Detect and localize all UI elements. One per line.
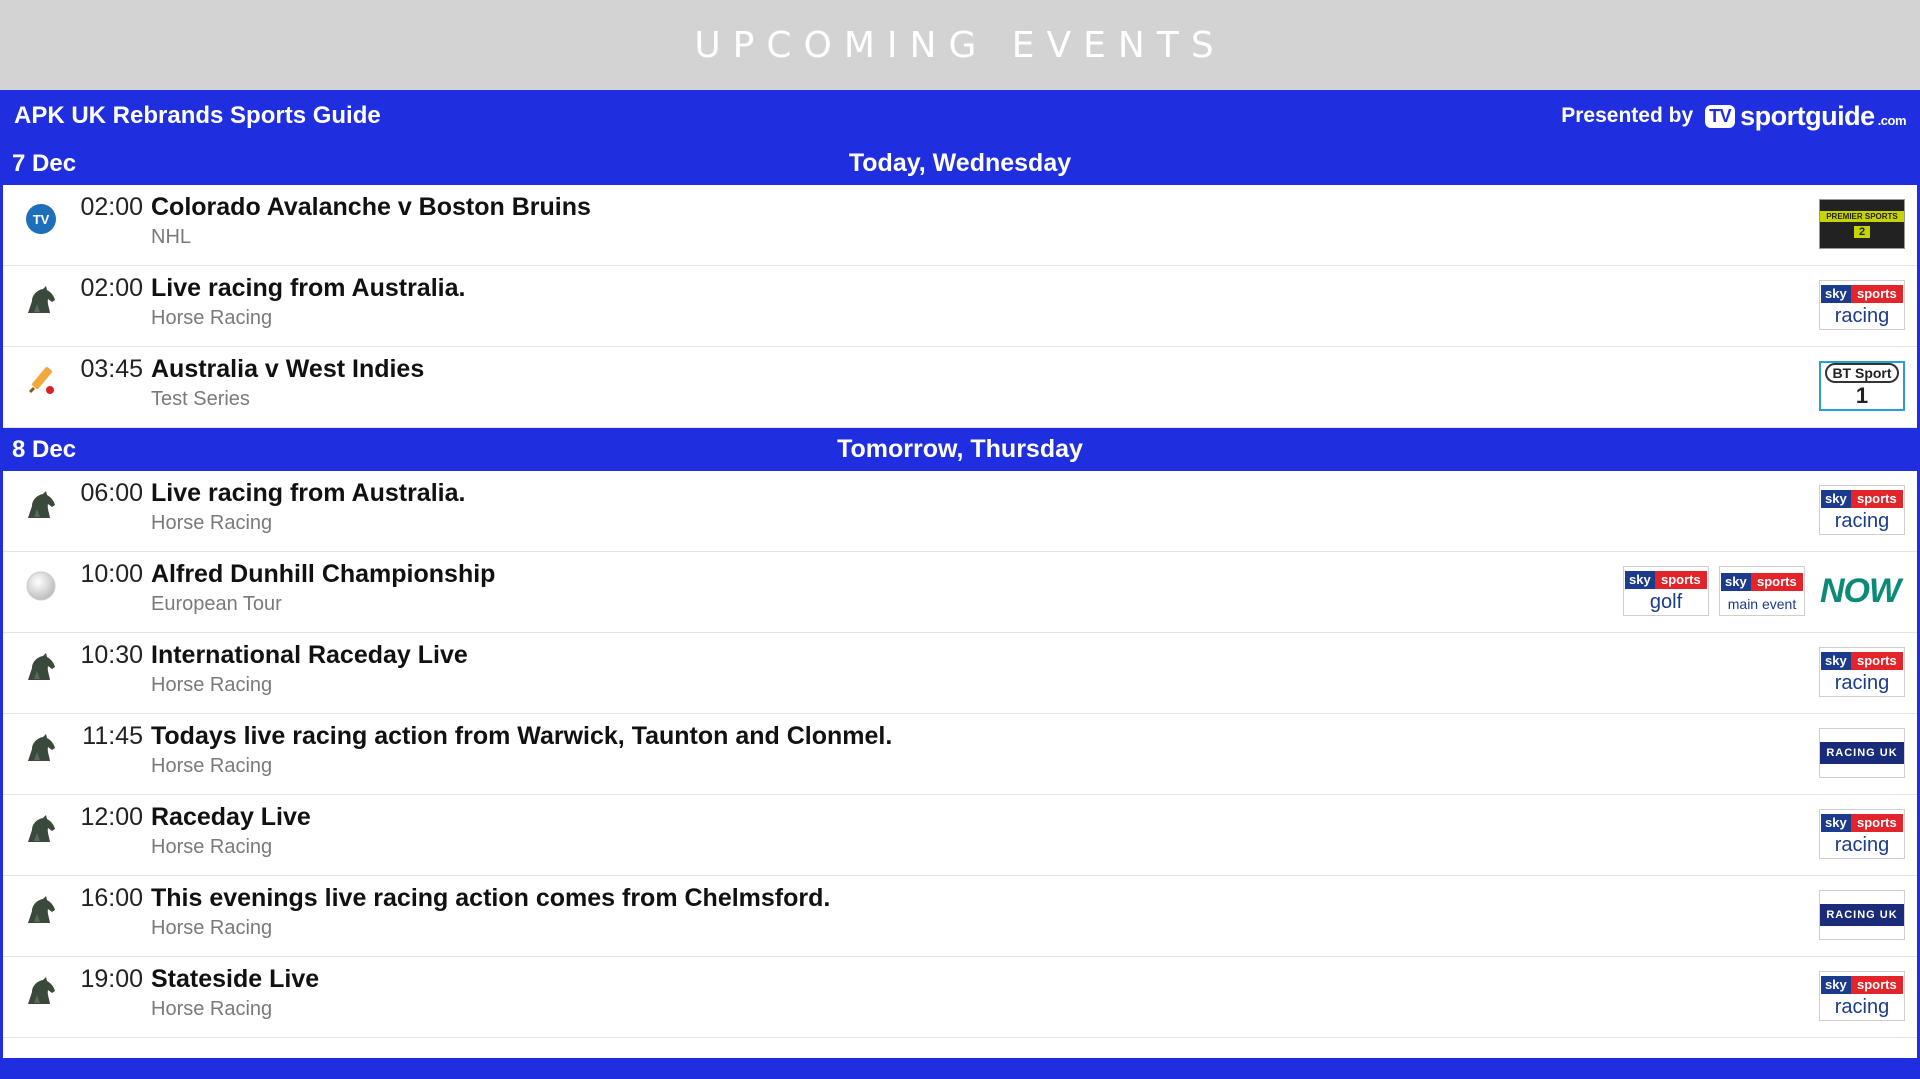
event-row[interactable] xyxy=(3,552,1917,633)
channel-subname: main event xyxy=(1727,595,1797,612)
channel-logos xyxy=(1819,361,1905,411)
sky-wordmark: sky xyxy=(1721,573,1751,591)
tvsportguide-logo[interactable] xyxy=(1705,101,1906,132)
event-title: Australia v West Indies xyxy=(151,355,425,383)
event-title: This evenings live racing action comes from Chelmsford. xyxy=(151,884,831,912)
channel-subname: racing xyxy=(1834,671,1890,694)
event-subtitle: Horse Racing xyxy=(151,674,273,696)
sky-wordmark: sky xyxy=(1821,976,1851,994)
sky-wordmark: sky xyxy=(1821,814,1851,832)
event-row[interactable] xyxy=(3,347,1917,428)
event-time: 02:00 xyxy=(80,274,143,302)
event-title: Live racing from Australia. xyxy=(151,479,466,507)
day-date: 7 Dec xyxy=(12,149,77,177)
event-subtitle: Horse Racing xyxy=(151,307,273,329)
event-title: International Raceday Live xyxy=(151,641,468,669)
event-title: Live racing from Australia. xyxy=(151,274,466,302)
event-row[interactable] xyxy=(3,957,1917,1038)
cricket-icon xyxy=(23,363,59,399)
sky-sports-golf-logo[interactable] xyxy=(1623,566,1709,616)
event-time: 16:00 xyxy=(80,884,143,912)
sports-wordmark: sports xyxy=(1851,814,1903,832)
golf-ball-icon xyxy=(23,568,59,604)
horse-icon xyxy=(23,892,59,928)
sky-wordmark: sky xyxy=(1821,652,1851,670)
channel-logos xyxy=(1819,199,1905,249)
event-subtitle: Horse Racing xyxy=(151,512,273,534)
event-row[interactable] xyxy=(3,876,1917,957)
event-subtitle: Horse Racing xyxy=(151,836,273,858)
event-info xyxy=(151,884,830,940)
guide-header xyxy=(0,90,1920,142)
sky-sports-racing-logo[interactable] xyxy=(1819,280,1905,330)
sky-sports-racing-logo[interactable] xyxy=(1819,809,1905,859)
event-time: 06:00 xyxy=(80,479,143,507)
channel-logos xyxy=(1819,971,1905,1021)
event-info xyxy=(151,274,465,330)
bt-sport-1-logo[interactable]: BT Sport 1 xyxy=(1819,361,1905,411)
channel-subname: racing xyxy=(1834,995,1890,1018)
channel-subname: racing xyxy=(1834,509,1890,532)
channel-logos xyxy=(1819,809,1905,859)
channel-subname: racing xyxy=(1834,833,1890,856)
page-title: UPCOMING EVENTS xyxy=(694,24,1226,66)
event-row[interactable] xyxy=(3,714,1917,795)
channel-logos xyxy=(1623,566,1905,616)
horse-icon xyxy=(23,282,59,318)
event-time: 10:30 xyxy=(80,641,143,669)
event-time: 11:45 xyxy=(82,722,143,750)
event-subtitle: European Tour xyxy=(151,593,282,615)
channel-logos xyxy=(1819,485,1905,535)
presented-by-label: Presented by xyxy=(1561,104,1694,127)
day-header xyxy=(3,142,1917,185)
event-info xyxy=(151,479,465,535)
event-info xyxy=(151,193,591,249)
sky-sports-racing-logo[interactable] xyxy=(1819,485,1905,535)
horse-icon xyxy=(23,649,59,685)
event-subtitle: Horse Racing xyxy=(151,917,273,939)
horse-icon xyxy=(23,811,59,847)
event-row[interactable] xyxy=(3,633,1917,714)
event-row[interactable] xyxy=(3,266,1917,347)
event-subtitle: Test Series xyxy=(151,388,250,410)
event-title: Raceday Live xyxy=(151,803,311,831)
event-subtitle: Horse Racing xyxy=(151,998,273,1020)
event-info xyxy=(151,560,495,616)
event-title: Todays live racing action from Warwick, Taunton and Clonmel. xyxy=(151,722,893,750)
event-info xyxy=(151,355,424,411)
event-info xyxy=(151,722,892,778)
event-title: Stateside Live xyxy=(151,965,320,993)
sports-wordmark: sports xyxy=(1851,976,1903,994)
sky-sports-racing-logo[interactable] xyxy=(1819,971,1905,1021)
event-time: 10:00 xyxy=(80,560,143,588)
event-time: 02:00 xyxy=(80,193,143,221)
sports-wordmark: sports xyxy=(1851,652,1903,670)
event-title: Alfred Dunhill Championship xyxy=(151,560,496,588)
event-row[interactable] xyxy=(3,795,1917,876)
event-time: 19:00 xyxy=(80,965,143,993)
sports-wordmark: sports xyxy=(1751,573,1803,591)
day-label: Today, Wednesday xyxy=(848,149,1072,177)
sports-wordmark: sports xyxy=(1655,571,1707,589)
channel-subname: racing xyxy=(1834,304,1890,327)
sky-sports-main-event-logo[interactable] xyxy=(1719,566,1805,616)
event-row[interactable] xyxy=(3,185,1917,266)
horse-icon xyxy=(23,487,59,523)
sky-sports-racing-logo[interactable] xyxy=(1819,647,1905,697)
logo-com: .com xyxy=(1877,112,1906,128)
event-subtitle: Horse Racing xyxy=(151,755,273,777)
event-info xyxy=(151,965,319,1021)
sky-wordmark: sky xyxy=(1821,490,1851,508)
horse-icon xyxy=(23,973,59,1009)
channel-subname: golf xyxy=(1649,590,1683,613)
logo-text: sportguide xyxy=(1740,100,1875,131)
tv-logo-icon: TV xyxy=(1705,105,1735,128)
racing-uk-logo[interactable]: RACING UK xyxy=(1819,728,1905,778)
day-date: 8 Dec xyxy=(12,435,77,463)
day-label: Tomorrow, Thursday xyxy=(837,435,1083,463)
event-title: Colorado Avalanche v Boston Bruins xyxy=(151,193,591,221)
tv-icon xyxy=(23,201,59,237)
event-time: 12:00 xyxy=(80,803,143,831)
sports-wordmark: sports xyxy=(1851,490,1903,508)
event-subtitle: NHL xyxy=(151,226,192,248)
day-header xyxy=(3,428,1917,471)
event-info xyxy=(151,641,468,697)
channel-logos xyxy=(1819,890,1905,940)
event-row-partial xyxy=(3,1038,1917,1058)
sky-wordmark: sky xyxy=(1625,571,1655,589)
event-time: 03:45 xyxy=(80,355,143,383)
svg-text:TV: TV xyxy=(32,212,50,227)
channel-logos xyxy=(1819,280,1905,330)
horse-icon xyxy=(23,730,59,766)
sports-guide-panel xyxy=(0,90,1920,1079)
event-list xyxy=(3,142,1917,1058)
event-row[interactable] xyxy=(3,471,1917,552)
channel-logos xyxy=(1819,728,1905,778)
presented-by xyxy=(1561,101,1906,132)
guide-title: APK UK Rebrands Sports Guide xyxy=(14,102,381,129)
premier-sports-2-logo[interactable]: PREMIER SPORTS 2 xyxy=(1819,199,1905,249)
sky-wordmark: sky xyxy=(1821,285,1851,303)
racing-uk-logo[interactable]: RACING UK xyxy=(1819,890,1905,940)
now-logo[interactable]: NOW xyxy=(1819,571,1901,610)
event-info xyxy=(151,803,311,859)
channel-logos xyxy=(1819,647,1905,697)
sports-wordmark: sports xyxy=(1851,285,1903,303)
